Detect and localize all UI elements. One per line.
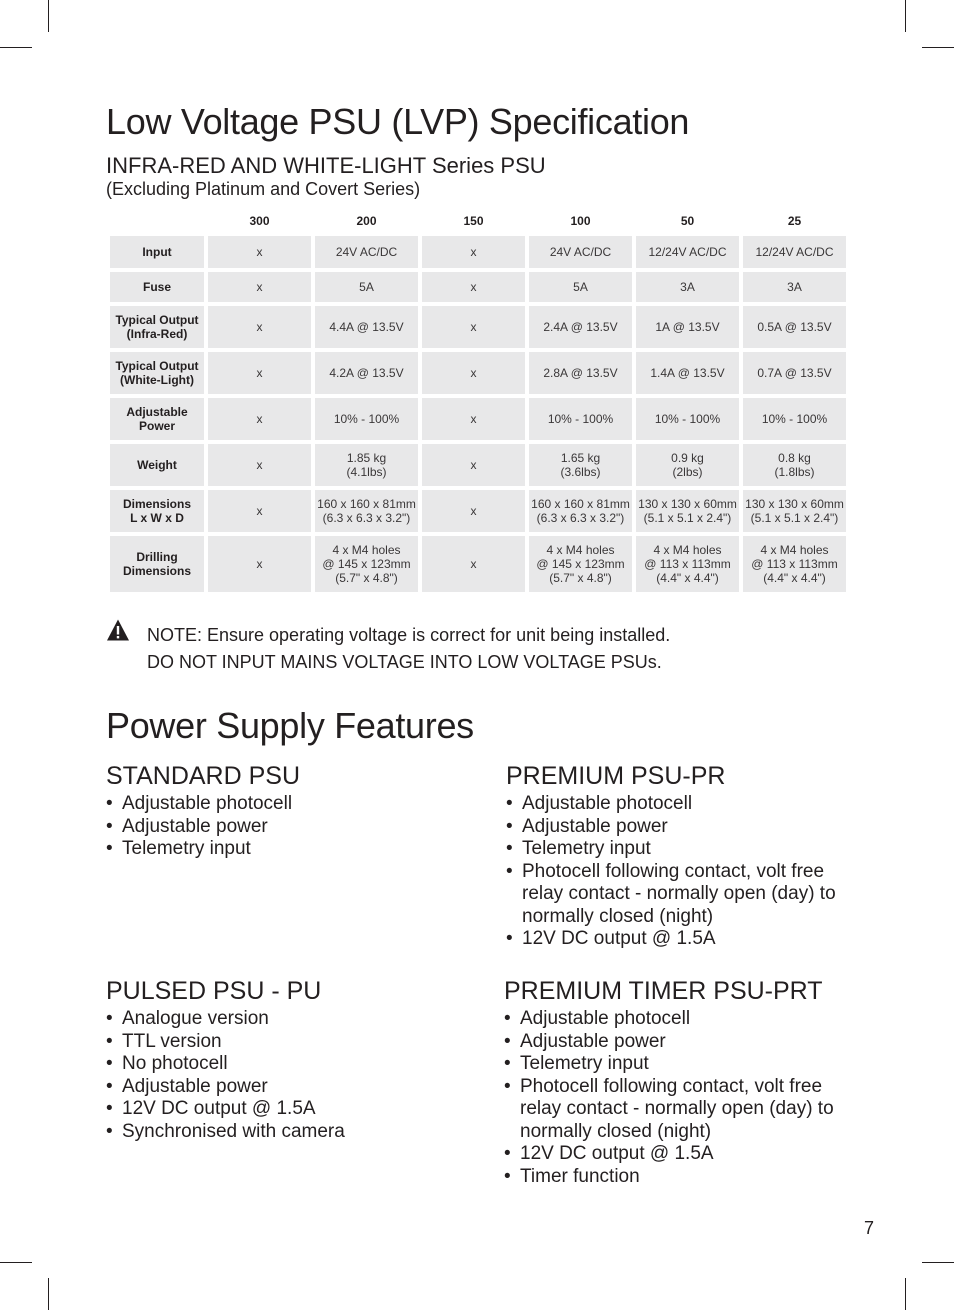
page-title: Low Voltage PSU (LVP) Specification: [106, 101, 690, 142]
spec-header-row: [110, 210, 846, 232]
spec-cell: 0.7A @ 13.5V: [743, 352, 846, 394]
spec-table: [106, 206, 850, 596]
spec-cell: 24V AC/DC: [315, 236, 418, 268]
spec-row-label: Drilling Dimensions: [110, 536, 204, 592]
spec-column-header: 300: [249, 214, 270, 228]
feature-item: • 12V DC output @ 1.5A: [106, 1098, 486, 1121]
spec-cell: x: [422, 536, 525, 592]
spec-row-label: Dimensions L x W x D: [110, 490, 204, 532]
spec-row-label: Adjustable Power: [110, 398, 204, 440]
spec-cell: x: [422, 236, 525, 268]
feature-item: • Telemetry input: [504, 1053, 834, 1076]
spec-row-label: Input: [110, 236, 204, 268]
spec-cell: x: [208, 444, 311, 486]
spec-cell: 130 x 130 x 60mm (5.1 x 5.1 x 2.4"): [743, 490, 846, 532]
spec-column-header: 150: [463, 214, 484, 228]
spec-cell: x: [422, 398, 525, 440]
series-subtitle-note: (Excluding Platinum and Covert Series): [106, 179, 421, 199]
spec-cell: x: [422, 352, 525, 394]
feature-item: • Telemetry input: [106, 838, 486, 861]
spec-cell: 24V AC/DC: [529, 236, 632, 268]
feature-item: • Telemetry input: [506, 838, 836, 861]
spec-row: [110, 236, 846, 268]
spec-cell: 1.4A @ 13.5V: [636, 352, 739, 394]
premium-psu-list: [506, 793, 836, 951]
crop-mark: [922, 47, 954, 48]
crop-mark: [48, 1278, 49, 1310]
spec-cell: 4.2A @ 13.5V: [315, 352, 418, 394]
spec-cell: 5A: [315, 272, 418, 302]
spec-cell: 5A: [529, 272, 632, 302]
feature-item: • Adjustable power: [106, 816, 486, 839]
premium-timer-psu-title: PREMIUM TIMER PSU-PRT: [504, 977, 823, 1005]
standard-psu-section: [106, 764, 486, 861]
spec-cell: 160 x 160 x 81mm (6.3 x 6.3 x 3.2"): [529, 490, 632, 532]
spec-cell: 0.8 kg (1.8lbs): [743, 444, 846, 486]
warning-triangle-icon: [106, 618, 130, 642]
note-line-1: NOTE: Ensure operating voltage is correct for unit being installed.: [147, 625, 671, 645]
crop-mark: [905, 0, 906, 32]
pulsed-psu-section: [106, 979, 486, 1143]
spec-cell: 4.4A @ 13.5V: [315, 306, 418, 348]
spec-cell: 2.4A @ 13.5V: [529, 306, 632, 348]
spec-header-empty: [110, 210, 204, 232]
spec-row-label: Weight: [110, 444, 204, 486]
spec-cell: 1.85 kg (4.1lbs): [315, 444, 418, 486]
spec-cell: x: [208, 236, 311, 268]
spec-cell: x: [208, 398, 311, 440]
feature-item: • Analogue version: [106, 1008, 486, 1031]
feature-item: • 12V DC output @ 1.5A: [504, 1143, 834, 1166]
spec-row: [110, 306, 846, 348]
spec-cell: x: [208, 352, 311, 394]
spec-cell: 0.9 kg (2lbs): [636, 444, 739, 486]
spec-cell: 10% - 100%: [315, 398, 418, 440]
feature-item: • Synchronised with camera: [106, 1121, 486, 1144]
feature-item: • Photocell following contact, volt free relay contact - normally open (day) to normally closed (night): [506, 861, 836, 929]
spec-cell: 4 x M4 holes @ 145 x 123mm (5.7" x 4.8"): [529, 536, 632, 592]
spec-row: [110, 536, 846, 592]
spec-row: [110, 352, 846, 394]
spec-cell: 3A: [636, 272, 739, 302]
spec-row: [110, 272, 846, 302]
spec-cell: 2.8A @ 13.5V: [529, 352, 632, 394]
spec-cell: 10% - 100%: [636, 398, 739, 440]
spec-cell: x: [208, 272, 311, 302]
spec-cell: 12/24V AC/DC: [636, 236, 739, 268]
spec-row: [110, 490, 846, 532]
spec-cell: 4 x M4 holes @ 113 x 113mm (4.4" x 4.4"): [743, 536, 846, 592]
page-number: 7: [864, 1218, 875, 1238]
feature-item: • Adjustable power: [106, 1076, 486, 1099]
spec-row: [110, 444, 846, 486]
features-title: Power Supply Features: [106, 705, 474, 746]
spec-cell: x: [422, 444, 525, 486]
note-line-2: DO NOT INPUT MAINS VOLTAGE INTO LOW VOLTAGE PSUs.: [147, 652, 662, 672]
spec-cell: x: [422, 490, 525, 532]
pulsed-psu-title: PULSED PSU - PU: [106, 977, 322, 1005]
spec-column-header: 200: [356, 214, 377, 228]
feature-item: • TTL version: [106, 1031, 486, 1054]
spec-row-label: Typical Output (Infra-Red): [110, 306, 204, 348]
premium-timer-psu-section: [504, 979, 834, 1188]
spec-row-label: Typical Output (White-Light): [110, 352, 204, 394]
spec-cell: 10% - 100%: [743, 398, 846, 440]
premium-psu-section: [506, 764, 836, 951]
standard-psu-title: STANDARD PSU: [106, 762, 301, 790]
spec-column-header: 25: [787, 214, 802, 228]
crop-mark: [922, 1262, 954, 1263]
feature-item: • 12V DC output @ 1.5A: [506, 928, 836, 951]
feature-item: • No photocell: [106, 1053, 486, 1076]
spec-cell: 0.5A @ 13.5V: [743, 306, 846, 348]
crop-mark: [905, 1278, 906, 1310]
spec-row: [110, 398, 846, 440]
feature-item: • Adjustable power: [504, 1031, 834, 1054]
spec-column-header: 50: [680, 214, 695, 228]
spec-cell: x: [422, 306, 525, 348]
spec-cell: 1.65 kg (3.6lbs): [529, 444, 632, 486]
feature-item: • Photocell following contact, volt free relay contact - normally open (day) to normally closed (night): [504, 1076, 834, 1144]
spec-cell: x: [208, 536, 311, 592]
spec-cell: x: [208, 306, 311, 348]
spec-cell: 4 x M4 holes @ 145 x 123mm (5.7" x 4.8"): [315, 536, 418, 592]
spec-cell: 1A @ 13.5V: [636, 306, 739, 348]
feature-item: • Timer function: [504, 1166, 834, 1189]
feature-item: • Adjustable power: [506, 816, 836, 839]
crop-mark: [48, 0, 49, 32]
premium-psu-title: PREMIUM PSU-PR: [506, 762, 726, 790]
spec-row-label: Fuse: [110, 272, 204, 302]
spec-cell: 3A: [743, 272, 846, 302]
spec-column-header: 100: [570, 214, 591, 228]
spec-cell: 160 x 160 x 81mm (6.3 x 6.3 x 3.2"): [315, 490, 418, 532]
feature-item: • Adjustable photocell: [504, 1008, 834, 1031]
feature-item: • Adjustable photocell: [106, 793, 486, 816]
crop-mark: [0, 47, 32, 48]
premium-timer-psu-list: [504, 1008, 834, 1188]
standard-psu-list: [106, 793, 486, 861]
pulsed-psu-list: [106, 1008, 486, 1143]
spec-cell: 4 x M4 holes @ 113 x 113mm (4.4" x 4.4"): [636, 536, 739, 592]
series-subtitle: INFRA-RED AND WHITE-LIGHT Series PSU: [106, 153, 546, 178]
crop-mark: [0, 1262, 32, 1263]
spec-cell: 10% - 100%: [529, 398, 632, 440]
feature-item: • Adjustable photocell: [506, 793, 836, 816]
spec-cell: x: [208, 490, 311, 532]
spec-cell: 130 x 130 x 60mm (5.1 x 5.1 x 2.4"): [636, 490, 739, 532]
spec-cell: x: [422, 272, 525, 302]
spec-cell: 12/24V AC/DC: [743, 236, 846, 268]
